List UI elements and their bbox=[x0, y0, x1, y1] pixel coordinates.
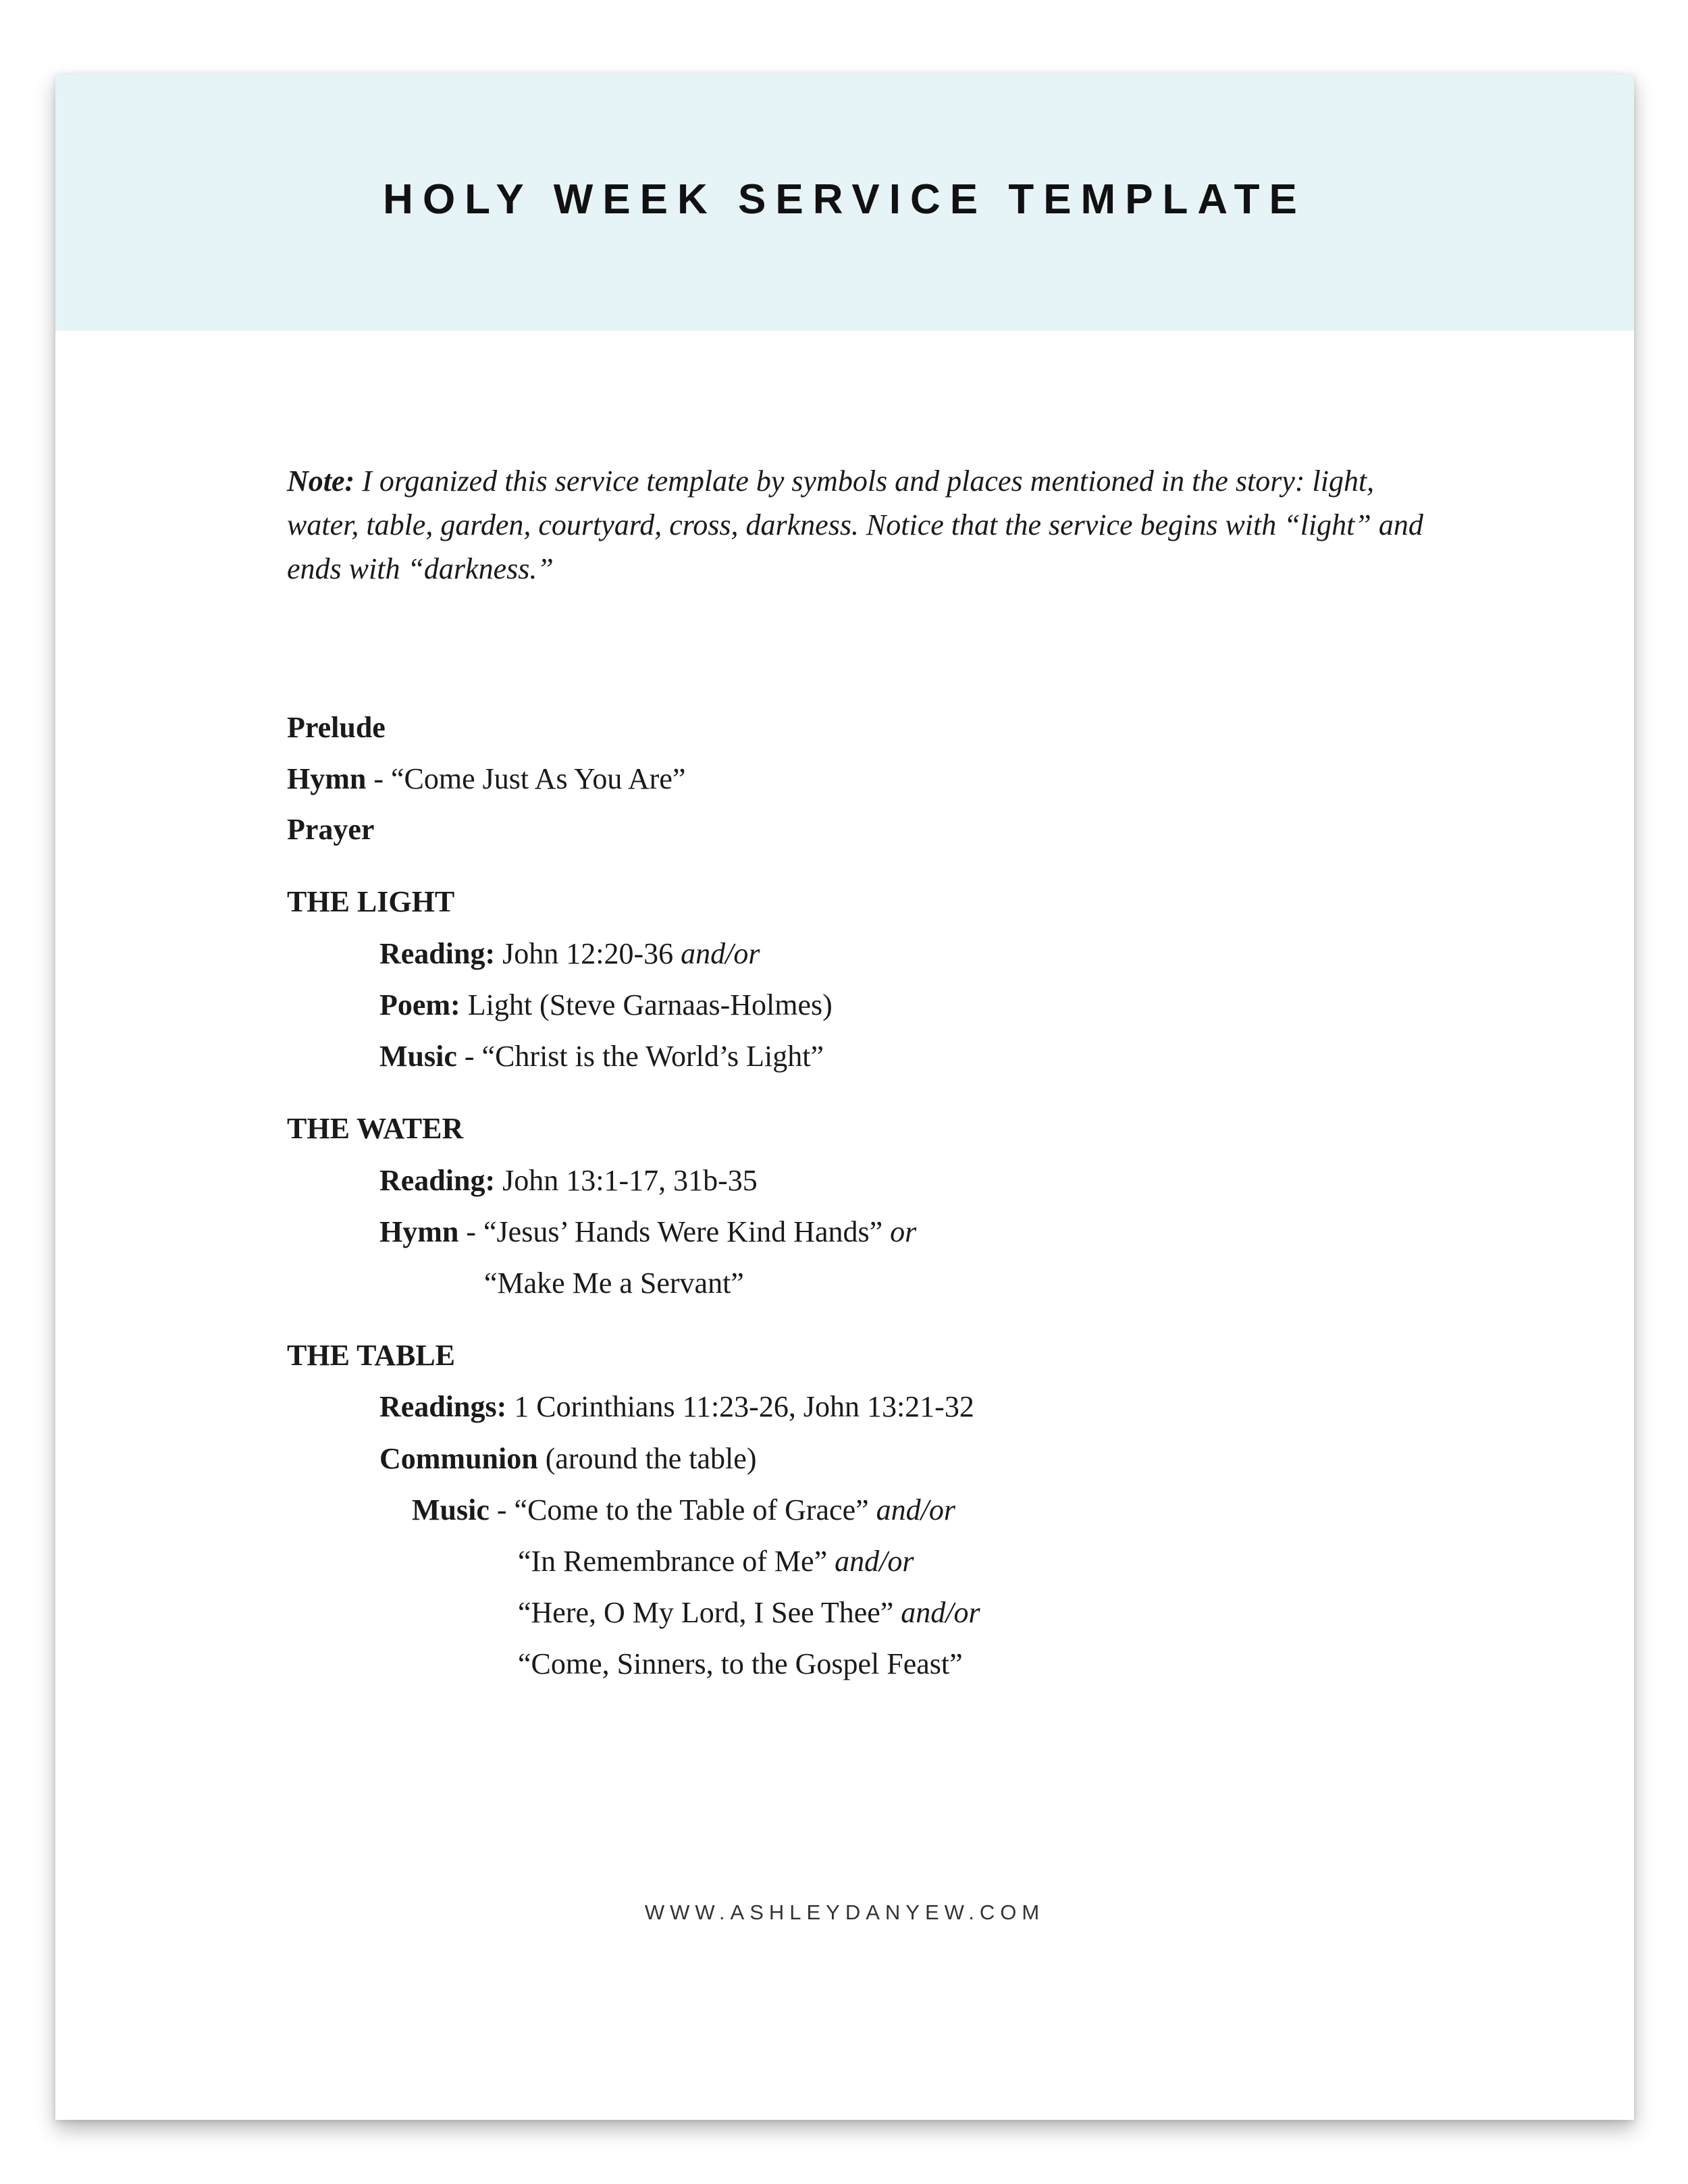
water-hymn-label: Hymn bbox=[379, 1215, 459, 1248]
light-poem-line bbox=[379, 985, 833, 1026]
light-heading: THE LIGHT bbox=[287, 885, 455, 918]
table-music-line bbox=[518, 1644, 963, 1684]
table-music-conj: and/or bbox=[901, 1596, 980, 1629]
light-reading-text: John 12:20-36 bbox=[495, 937, 681, 970]
table-music-item: “In Remembrance of Me” bbox=[518, 1545, 835, 1578]
section-heading-light bbox=[287, 882, 454, 922]
table-music-label: Music bbox=[412, 1493, 490, 1526]
table-music-line bbox=[518, 1541, 914, 1582]
table-music-item: - “Come to the Table of Grace” bbox=[489, 1493, 876, 1526]
prelude-label: Prelude bbox=[287, 711, 386, 744]
opening-hymn-line bbox=[287, 759, 685, 799]
table-communion-text: (around the table) bbox=[537, 1442, 757, 1475]
light-music-line bbox=[379, 1036, 824, 1077]
water-reading-text: John 13:1-17, 31b-35 bbox=[495, 1164, 758, 1197]
opening-hymn-text: - “Come Just As You Are” bbox=[366, 762, 686, 795]
table-readings-text: 1 Corinthians 11:23-26, John 13:21-32 bbox=[506, 1390, 974, 1423]
water-heading: THE WATER bbox=[287, 1112, 464, 1145]
intro-note bbox=[287, 459, 1435, 591]
prayer-line bbox=[287, 809, 374, 850]
light-poem-label: Poem: bbox=[379, 988, 460, 1021]
water-reading-line bbox=[379, 1161, 758, 1201]
light-poem-text: Light (Steve Garnaas-Holmes) bbox=[460, 988, 833, 1021]
table-communion-label: Communion bbox=[379, 1442, 538, 1475]
water-reading-label: Reading: bbox=[379, 1164, 496, 1197]
water-hymn-alt: “Make Me a Servant” bbox=[484, 1267, 744, 1300]
light-music-label: Music bbox=[379, 1040, 457, 1073]
water-hymn-text: - “Jesus’ Hands Were Kind Hands” bbox=[458, 1215, 891, 1248]
light-reading-label: Reading: bbox=[379, 937, 496, 970]
page-title: HOLY WEEK SERVICE TEMPLATE bbox=[383, 176, 1307, 223]
prelude-line bbox=[287, 708, 386, 748]
water-hymn-alt-line bbox=[484, 1263, 744, 1304]
table-music-conj: and/or bbox=[835, 1545, 914, 1578]
note-text: I organized this service template by symbols and places mentioned in the story: light, water, table, garden, courtyard, cross, darkness. Notice that the service begins with “light” and ends with “darkness.” bbox=[287, 464, 1423, 585]
table-heading: THE TABLE bbox=[287, 1339, 456, 1372]
table-readings-line bbox=[379, 1387, 974, 1427]
header-band bbox=[55, 74, 1634, 331]
light-reading-conj: and/or bbox=[681, 937, 760, 970]
light-music-text: - “Christ is the World’s Light” bbox=[456, 1040, 824, 1073]
document-page bbox=[55, 74, 1634, 2120]
table-readings-label: Readings: bbox=[379, 1390, 507, 1423]
footer-url[interactable]: WWW.ASHLEYDANYEW.COM bbox=[644, 1900, 1045, 1924]
water-hymn-conj: or bbox=[890, 1215, 917, 1248]
water-hymn-line bbox=[379, 1212, 916, 1252]
table-music-item: “Come, Sinners, to the Gospel Feast” bbox=[518, 1647, 963, 1680]
section-heading-table bbox=[287, 1335, 455, 1376]
light-reading-line bbox=[379, 934, 760, 974]
table-music-item: “Here, O My Lord, I See Thee” bbox=[518, 1596, 901, 1629]
section-heading-water bbox=[287, 1109, 463, 1149]
table-communion-line bbox=[379, 1439, 756, 1479]
table-music-line bbox=[518, 1593, 980, 1633]
opening-hymn-label: Hymn bbox=[287, 762, 367, 795]
prayer-label: Prayer bbox=[287, 813, 375, 846]
table-music-line bbox=[412, 1490, 955, 1530]
table-music-conj: and/or bbox=[876, 1493, 956, 1526]
note-label: Note: bbox=[287, 464, 355, 498]
